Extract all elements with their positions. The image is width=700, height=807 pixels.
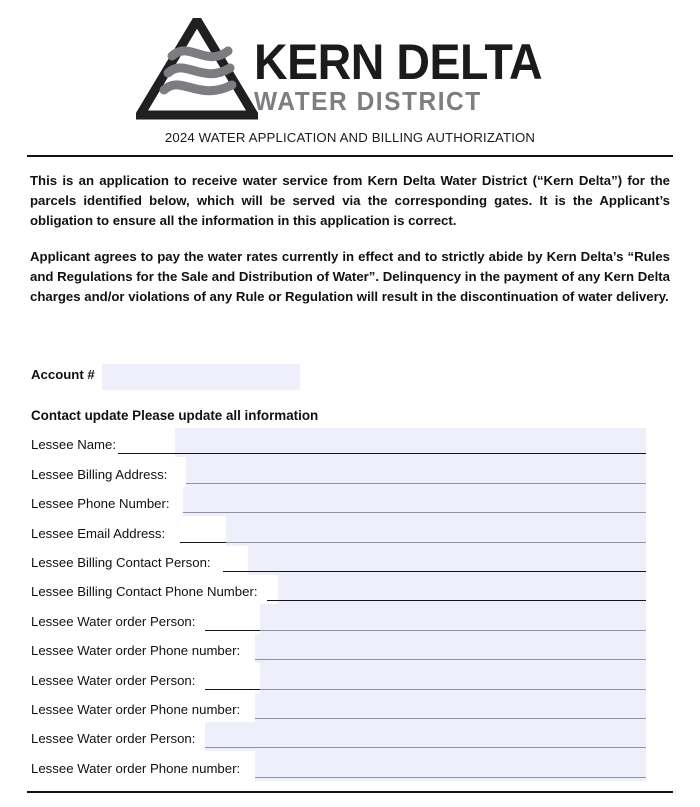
- form-field-row: [0, 546, 700, 575]
- field-underline: [205, 747, 646, 748]
- field-label: Lessee Name:: [31, 437, 117, 453]
- form-field-row: [0, 487, 700, 516]
- field-underline: [255, 777, 646, 778]
- form-field-row: [0, 693, 700, 722]
- field-underline-stub: [180, 542, 226, 543]
- application-form: [0, 362, 700, 776]
- form-field-row: [0, 428, 700, 457]
- field-label: Lessee Billing Contact Person:: [31, 554, 211, 570]
- footer-divider-rule: [27, 791, 673, 793]
- field-underline: [205, 630, 646, 631]
- logo-sub-text: WATER DISTRICT: [254, 88, 482, 116]
- form-field-row: [0, 457, 700, 486]
- form-field-row: [0, 663, 700, 692]
- paragraph-rates-and-rules: Applicant agrees to pay the water rates currently in effect and to strictly abide by Kern Delta’s “Rules and Regulations for the Sale and Distribution of Water”. Delinquency in the payment of any Kern Delta charges and/or violations of any Rule or Regulation will result in the discontinuation of water delivery.: [30, 249, 670, 305]
- paragraph-application-intro: This is an application to receive water service from Kern Delta Water District (“Kern Delta”) for the parcels identified below, which will be served via the corresponding gates. It is the Applicant’s obligation to ensure all the information in this application is correct.: [30, 173, 670, 229]
- form-field-row: [0, 634, 700, 663]
- field-label: Lessee Water order Phone number:: [31, 701, 241, 717]
- field-label: Lessee Water order Person:: [31, 731, 196, 747]
- kern-delta-logo: [0, 18, 700, 122]
- account-number-label: Account #: [31, 367, 95, 382]
- field-label: Lessee Phone Number:: [31, 496, 170, 512]
- field-underline: [223, 571, 646, 572]
- field-underline-stub: [205, 630, 260, 631]
- field-underline: [180, 542, 646, 543]
- field-label: Lessee Water order Person:: [31, 613, 196, 629]
- field-label: Lessee Water order Phone number:: [31, 760, 241, 776]
- field-underline: [255, 718, 646, 719]
- logo-main-text: KERN DELTA: [254, 34, 543, 90]
- field-label: Lessee Email Address:: [31, 525, 166, 541]
- header-divider-rule: [27, 155, 673, 157]
- field-label: Lessee Billing Address:: [31, 466, 168, 482]
- form-field-row: [0, 751, 700, 780]
- form-field-row: [0, 516, 700, 545]
- intro-paragraphs: [30, 171, 670, 307]
- field-underline: [205, 689, 646, 690]
- field-label: Lessee Billing Contact Phone Number:: [31, 584, 258, 600]
- document-subtitle: 2024 WATER APPLICATION AND BILLING AUTHORIZATION: [164, 130, 536, 145]
- logo-wordmark: [254, 18, 564, 116]
- field-label: Lessee Water order Phone number:: [31, 643, 241, 659]
- field-underline: [118, 453, 646, 454]
- field-underline-stub: [205, 689, 260, 690]
- field-underline: [183, 512, 646, 513]
- field-underline: [255, 659, 646, 660]
- kern-delta-triangle-water-logo-icon: [136, 18, 258, 122]
- form-field-row: [0, 604, 700, 633]
- field-label: Lessee Water order Person:: [31, 672, 196, 688]
- document-header: [0, 0, 700, 145]
- field-underline: [267, 600, 646, 601]
- account-number-input[interactable]: [102, 364, 300, 390]
- contact-update-heading: Contact update Please update all information: [31, 408, 319, 423]
- contact-field-list: [0, 428, 700, 781]
- form-field-row: [0, 722, 700, 751]
- account-number-row: [0, 362, 700, 390]
- field-underline: [186, 483, 646, 484]
- form-field-row: [0, 575, 700, 604]
